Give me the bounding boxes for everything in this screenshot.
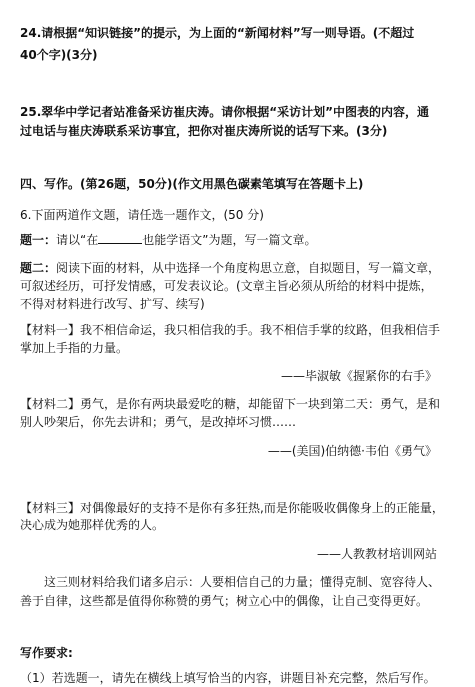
q24-line2: 40个字)(3分) xyxy=(20,48,98,62)
material-2-line1: 【材料二】勇气，是你有两块最爱吃的糖，却能留下一块到第二天：勇气，是和 xyxy=(20,397,441,411)
material-2-source: ——(美国)伯纳德·韦伯《勇气》 xyxy=(267,444,437,458)
topic-1-blank-line xyxy=(98,232,142,244)
requirements-item-1: （1）若选题一，请先在横线上填写恰当的内容，讲题目补充完整，然后写作。 xyxy=(20,671,436,685)
topic-1 xyxy=(20,232,316,248)
topic-2-line1 xyxy=(20,260,440,276)
topic-2-line3: 不得对材料进行改写、扩写、续写) xyxy=(20,297,205,311)
topic-1-after-blank: 也能学语文”为题，写一篇文章。 xyxy=(142,233,317,247)
material-3-line2: 决心成为她那样优秀的人。 xyxy=(20,518,165,532)
material-2-line2: 别人吵架后，你先去讲和；勇气，是改掉坏习惯…… xyxy=(20,415,297,429)
requirements-heading: 写作要求: xyxy=(20,646,73,660)
material-1-source: ——毕淑敏《握紧你的右手》 xyxy=(280,369,437,383)
topic-2-text-1: 阅读下面的材料，从中选择一个角度构思立意，自拟题目，写一篇文章， xyxy=(56,261,441,275)
q25-line1: 25.翠华中学记者站准备采访崔庆涛。请你根据“采访计划”中图表的内容，通 xyxy=(20,105,430,119)
material-3-line1: 【材料三】对偶像最好的支持不是你有多狂热,而是你能吸收偶像身上的正能量， xyxy=(20,501,444,515)
q26-intro: 6.下面两道作文题，请任选一题作文，(50 分) xyxy=(20,208,264,222)
material-3-source: ——人教教材培训网站 xyxy=(316,547,437,561)
summary-line1: 这三则材料给我们诸多启示：人要相信自己的力量；懂得克制、宽容待人、 xyxy=(44,575,441,589)
topic-2-label: 题二： xyxy=(20,261,57,275)
q24-line1: 24.请根据“知识链接”的提示，为上面的“新闻材料”写一则导语。(不超过 xyxy=(20,26,415,40)
q25-line2: 过电话与崔庆涛联系采访事宜，把你对崔庆涛所说的话写下来。(3分) xyxy=(20,124,388,138)
summary-line2: 善于自律，这些都是值得你称赞的勇气；树立心中的偶像，让自己变得更好。 xyxy=(20,594,429,608)
material-1-line2: 掌加上手指的力量。 xyxy=(20,341,129,355)
topic-2-line2: 可叙述经历，可抒发情感，可发表议论。(文章主旨必须从所给的材料中提炼， xyxy=(20,279,433,293)
section-4-heading: 四、写作。(第26题，50分)(作文用黑色碳素笔填写在答题卡上) xyxy=(20,177,364,191)
topic-1-before-blank: 请以“在 xyxy=(56,233,99,247)
topic-1-label: 题一： xyxy=(20,233,57,247)
material-1-line1: 【材料一】我不相信命运，我只相信我的手。我不相信手掌的纹路，但我相信手 xyxy=(20,323,441,337)
